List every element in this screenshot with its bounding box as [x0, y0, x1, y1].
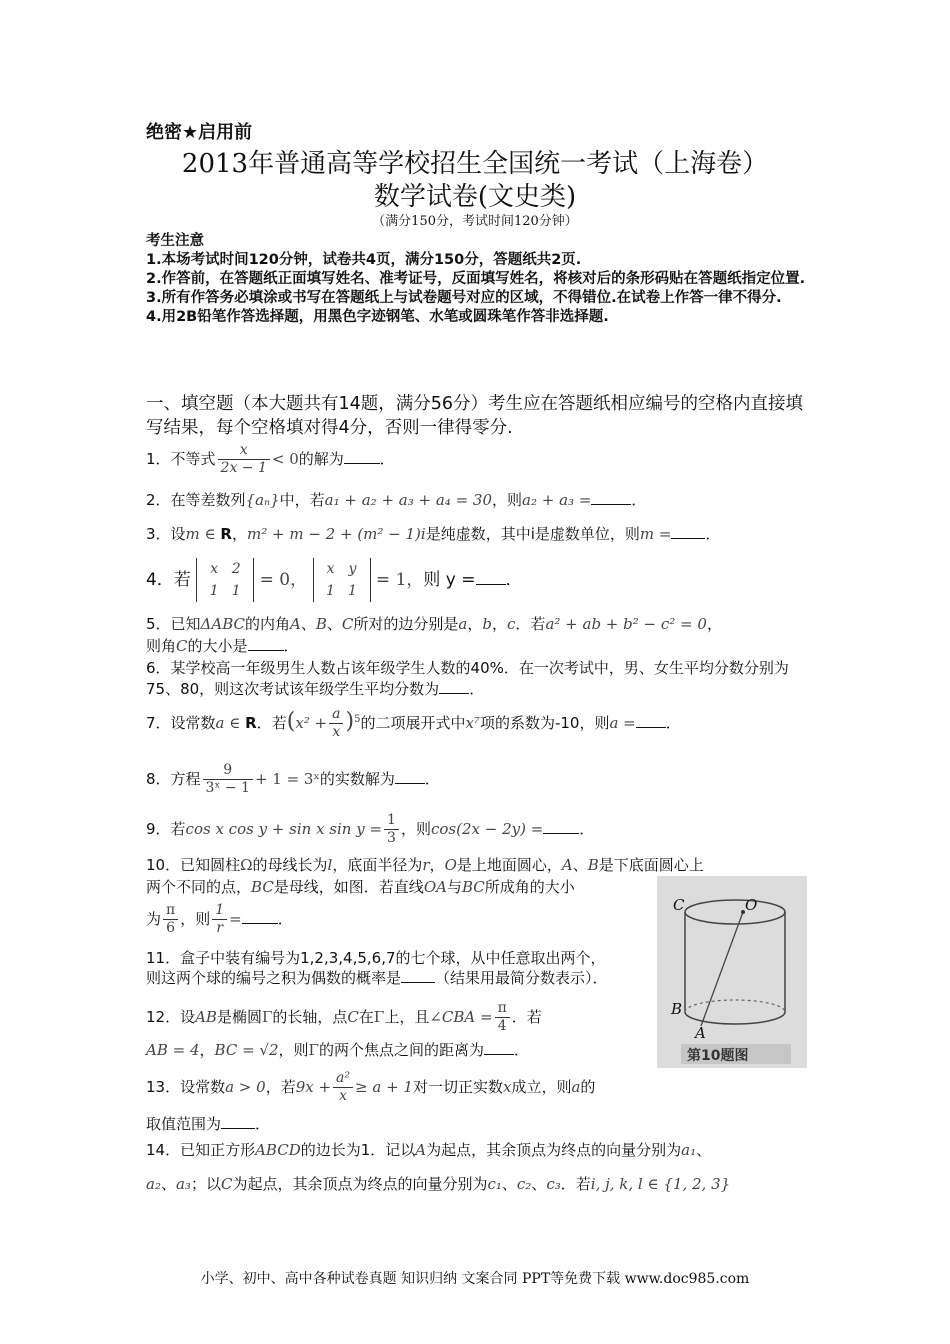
answer-blank[interactable] — [484, 1040, 514, 1055]
notice-block — [146, 232, 816, 327]
fraction: $\frac{x}{2x - 1}$ — [218, 442, 270, 477]
answer-blank[interactable] — [242, 909, 278, 924]
section-heading: 一、填空题（本大题共有14题，满分56分）考生应在答题纸相应编号的空格内直接填写结果，每个空格填对得4分，否则一律得零分. — [146, 394, 804, 438]
question-2: 2．在等差数列{aₙ}中，若a₁ + a₂ + a₃ + a₄ = 30，则a₂ + a₃ = ． — [146, 491, 647, 509]
question-5: 5．已知ΔABC的内角A、B、C所对的边分别是a，b，c．若a² + ab + b² − c² = 0， — [146, 615, 722, 633]
notice-item: 2.作答前，在答题纸正面填写姓名、准考证号，反面填写姓名，将核对后的条形码贴在答题纸指定位置. — [146, 271, 806, 287]
answer-blank[interactable] — [636, 713, 666, 728]
fraction: $\frac{9}{\text{3ˣ − 1}}$ — [203, 762, 253, 797]
label-A: A — [695, 1024, 706, 1042]
question-6: 6．某学校高一年级男生人数占该年级学生人数的40%．在一次考试中，男、女生平均分数分别为75、80，则这次考试该年级学生平均分数为 ． — [146, 659, 789, 698]
exam-info: （满分150分，考试时间120分钟） — [372, 214, 578, 229]
question-3: 3．设m ∈ R，m² + m − 2 + (m² − 1)i是纯虚数，其中i是虚数单位，则m = ． — [146, 525, 721, 543]
question-10-line2: 两个不同的点，BC是母线，如图．若直线OA与BC所成角的大小 — [146, 878, 575, 896]
exam-subtitle: 数学试卷(文史类) — [373, 182, 577, 212]
fraction: $\frac{\text{a²}}{x}$ — [333, 1070, 353, 1105]
determinant: x y 1 1 — [313, 558, 371, 602]
question-10-line3: 为 $\frac{\pi}{6}$ ，则 $\frac{1}{r}$ = ． — [146, 902, 293, 936]
question-14-line2: a₂、a₃；以C为起点，其余顶点为终点的向量分别为c₁、c₂、c₃．若i, j, k, l ∈ {1, 2, 3} — [146, 1175, 731, 1193]
exam-title: 2013年普通高等学校招生全国统一考试（上海卷） — [181, 149, 769, 179]
question-8: 8．方程 $\frac{9}{\text{3ˣ − 1}}$ + 1 = 3ˣ的实数解为 ． — [146, 762, 440, 796]
label-C: C — [673, 896, 685, 914]
determinant: x 2 1 1 — [196, 558, 254, 602]
fraction: $\frac{\pi}{6}$ — [163, 902, 178, 937]
question-12: 12．设AB是椭圆Γ的长轴，点C在Γ上，且∠CBA = $\frac{\pi}{4}$ ．若 — [146, 1000, 542, 1034]
notice-item: 3.所有作答务必填涂或书写在答题纸上与试卷题号对应的区域，不得错位.在试卷上作答一律不得分. — [146, 290, 782, 306]
figure-q10 — [657, 876, 807, 1068]
question-4: 4．若 x 2 1 1 = 0， x y 1 1 = 1，则 y = ． — [146, 558, 523, 602]
question-1: 1．不等式 $\frac{x}{2x - 1}$ < 0的解为 ． — [146, 442, 395, 476]
fraction: $\frac{\pi}{4}$ — [495, 1000, 510, 1035]
secret-label: 绝密★启用前 — [146, 122, 253, 143]
answer-blank[interactable] — [395, 769, 425, 784]
figure-caption: 第10题图 — [687, 1048, 749, 1064]
answer-blank[interactable] — [439, 679, 469, 694]
notice-item: 1.本场考试时间120分钟，试卷共4页，满分150分，答题纸共2页. — [146, 252, 582, 268]
page-footer: 小学、初中、高中各种试卷真题 知识归纳 文案合同 PPT等免费下载 www.doc985.com — [200, 1271, 750, 1287]
label-B: B — [671, 1000, 683, 1018]
question-11: 11．盒子中装有编号为1,2,3,4,5,6,7的七个球，从中任意取出两个， — [146, 949, 606, 967]
question-7: 7．设常数a ∈ R．若(x² + $\frac{a}{x}$ )$^5$的二项展开式中x⁷项的系数为-10，则a = ． — [146, 706, 681, 740]
answer-blank[interactable] — [401, 968, 435, 983]
answer-blank[interactable] — [344, 449, 380, 464]
question-11-line2: 则这两个球的编号之积为偶数的概率是 （结果用最简分数表示）． — [146, 969, 608, 987]
question-13-line2: 取值范围为 ． — [146, 1115, 271, 1133]
question-5-line2: 则角C的大小是 ． — [146, 637, 299, 655]
question-12-line2: AB = 4，BC = √2，则Γ的两个焦点之间的距离为 ． — [146, 1041, 529, 1059]
label-O: O — [745, 896, 758, 914]
answer-blank[interactable] — [543, 819, 579, 834]
notice-item: 4.用2B铅笔作答选择题，用黑色字迹钢笔、水笔或圆珠笔作答非选择题. — [146, 309, 609, 325]
fraction: $\frac{1}{r}$ — [212, 902, 227, 937]
fraction: $\frac{a}{x}$ — [329, 706, 343, 741]
question-9: 9．若cos x cos y + sin x sin y = $\frac{1}{3}$ ，则cos(2x − 2y) = ． — [146, 812, 595, 846]
fraction: $\frac{1}{3}$ — [384, 812, 399, 847]
question-10: 10．已知圆柱Ω的母线长为l，底面半径为r，O是上地面圆心，A、B是下底面圆心上 — [146, 856, 704, 874]
answer-blank[interactable] — [591, 490, 631, 505]
answer-blank[interactable] — [248, 636, 284, 651]
answer-blank[interactable] — [671, 524, 705, 539]
notice-heading: 考生注意 — [146, 233, 204, 249]
answer-blank[interactable] — [476, 570, 506, 585]
answer-blank[interactable] — [221, 1114, 255, 1129]
question-13: 13．设常数a > 0，若9x + $\frac{\text{a²}}{x}$ ≥ a + 1对一切正实数x成立，则a的 — [146, 1070, 596, 1104]
question-14: 14．已知正方形ABCD的边长为1．记以A为起点，其余顶点为终点的向量分别为a₁、 — [146, 1141, 712, 1159]
